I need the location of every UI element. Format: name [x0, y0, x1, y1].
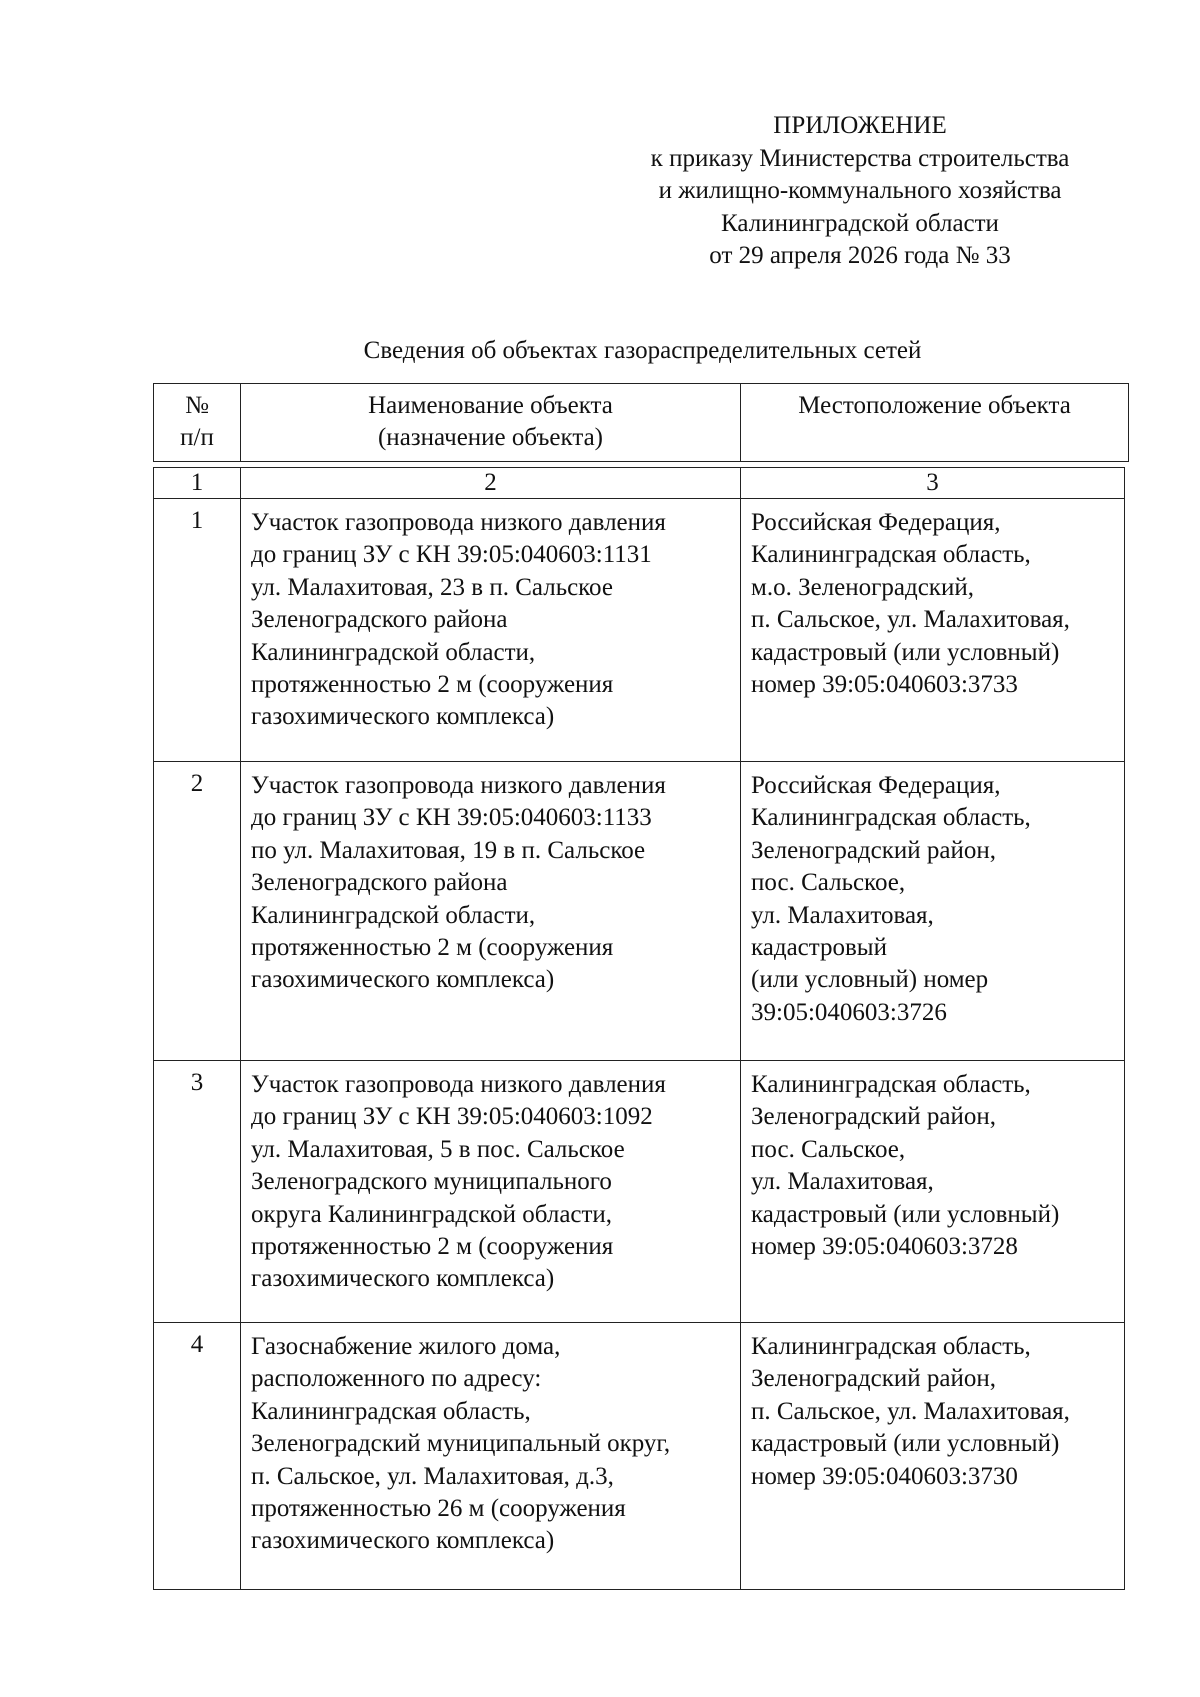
- text-line: до границ ЗУ с КН 39:05:040603:1092: [251, 1103, 653, 1131]
- text-line: протяженностью 26 м (сооружения: [251, 1495, 626, 1523]
- header-num: [154, 384, 241, 462]
- text-line: до границ ЗУ с КН 39:05:040603:1133: [251, 804, 652, 832]
- column-number: 2: [241, 468, 741, 499]
- text-line: округа Калининградской области,: [251, 1200, 613, 1228]
- text-line: номер 39:05:040603:3730: [751, 1462, 1018, 1490]
- object-location: [741, 762, 1125, 1061]
- text-line: протяженностью 2 м (сооружения: [251, 934, 614, 962]
- text-line: п. Сальское, ул. Малахитовая,: [751, 606, 1070, 634]
- text-line: номер 39:05:040603:3733: [751, 671, 1018, 699]
- text-line: ул. Малахитовая,: [751, 1168, 934, 1196]
- row-number: 1: [154, 499, 241, 762]
- text-line: Российская Федерация,: [751, 509, 1001, 536]
- header-name: [241, 384, 741, 462]
- text-line: Калининградской области,: [251, 901, 536, 929]
- header-text: п/п: [180, 424, 214, 452]
- row-number: 3: [154, 1061, 241, 1323]
- text-line: Зеленоградский район,: [751, 836, 996, 864]
- text-line: пос. Сальское,: [751, 1135, 906, 1163]
- text-line: газохимического комплекса): [251, 1265, 555, 1293]
- text-line: кадастровый (или условный): [751, 638, 1060, 666]
- text-line: ул. Малахитовая,: [751, 901, 934, 929]
- text-line: Калининградской области,: [251, 638, 536, 666]
- header-text: Местоположение объекта: [798, 392, 1071, 419]
- object-name: [241, 762, 741, 1061]
- document-title: Сведения об объектах газораспределительных сетей: [363, 337, 922, 364]
- column-number: 1: [154, 468, 241, 499]
- appendix-line: к приказу Министерства строительства: [650, 144, 1070, 172]
- text-line: 39:05:040603:3726: [751, 998, 947, 1026]
- text-line: Участок газопровода низкого давления: [251, 1071, 666, 1098]
- text-line: Калининградская область,: [751, 541, 1031, 569]
- text-line: номер 39:05:040603:3728: [751, 1233, 1018, 1261]
- header-text: (назначение объекта): [377, 424, 603, 452]
- table-row: [154, 499, 1125, 762]
- text-line: Зеленоградского района: [251, 869, 508, 897]
- text-line: кадастровый (или условный): [751, 1430, 1060, 1458]
- text-line: протяженностью 2 м (сооружения: [251, 1233, 614, 1261]
- text-line: протяженностью 2 м (сооружения: [251, 671, 614, 699]
- column-number: 3: [741, 468, 1125, 499]
- appendix-heading: ПРИЛОЖЕНИЕ: [773, 112, 947, 139]
- text-line: Участок газопровода низкого давления: [251, 772, 666, 799]
- column-numbers-row: [154, 468, 1125, 499]
- object-name: [241, 499, 741, 762]
- table-row: [154, 762, 1125, 1061]
- table-row: [154, 1323, 1125, 1590]
- text-line: п. Сальское, ул. Малахитовая, д.3,: [251, 1462, 614, 1490]
- text-line: кадастровый: [751, 934, 887, 962]
- text-line: ул. Малахитовая, 5 в пос. Сальское: [251, 1135, 625, 1163]
- header-text: №: [185, 392, 209, 419]
- header-text: Наименование объекта: [368, 392, 613, 419]
- text-line: Калининградская область,: [251, 1397, 531, 1425]
- text-line: ул. Малахитовая, 23 в п. Сальское: [251, 573, 613, 601]
- text-line: газохимического комплекса): [251, 1527, 555, 1555]
- table-header: [153, 383, 1129, 462]
- object-location: [741, 499, 1125, 762]
- text-line: Зеленоградского района: [251, 606, 508, 634]
- appendix-line: и жилищно-коммунального хозяйства: [658, 177, 1062, 204]
- text-line: Калининградская область,: [751, 804, 1031, 832]
- text-line: расположенного по адресу:: [251, 1365, 542, 1393]
- object-name: [241, 1061, 741, 1323]
- text-line: до границ ЗУ с КН 39:05:040603:1131: [251, 541, 652, 569]
- row-number: 2: [154, 762, 241, 1061]
- text-line: Газоснабжение жилого дома,: [251, 1333, 561, 1360]
- text-line: Калининградская область,: [751, 1071, 1031, 1098]
- text-line: Зеленоградский район,: [751, 1103, 996, 1131]
- objects-table: [153, 467, 1125, 1590]
- text-line: пос. Сальское,: [751, 869, 906, 897]
- text-line: Зеленоградский район,: [751, 1365, 996, 1393]
- appendix-order-date: от 29 апреля 2026 года № 33: [709, 242, 1011, 269]
- text-line: м.о. Зеленоградский,: [751, 573, 974, 601]
- text-line: п. Сальское, ул. Малахитовая,: [751, 1397, 1070, 1425]
- table-row: [154, 1061, 1125, 1323]
- object-location: [741, 1061, 1125, 1323]
- object-name: [241, 1323, 741, 1590]
- text-line: (или условный) номер: [751, 966, 989, 994]
- text-line: по ул. Малахитовая, 19 в п. Сальское: [251, 836, 646, 864]
- object-location: [741, 1323, 1125, 1590]
- text-line: Зеленоградского муниципального: [251, 1168, 612, 1196]
- header-location: [741, 384, 1129, 462]
- text-line: Калининградская область,: [751, 1333, 1031, 1360]
- text-line: Участок газопровода низкого давления: [251, 509, 666, 536]
- text-line: Зеленоградский муниципальный округ,: [251, 1430, 671, 1458]
- text-line: Российская Федерация,: [751, 772, 1001, 799]
- row-number: 4: [154, 1323, 241, 1590]
- text-line: кадастровый (или условный): [751, 1200, 1060, 1228]
- appendix-block: [600, 110, 1120, 273]
- appendix-line: Калининградской области: [721, 209, 999, 237]
- text-line: газохимического комплекса): [251, 966, 555, 994]
- text-line: газохимического комплекса): [251, 703, 555, 731]
